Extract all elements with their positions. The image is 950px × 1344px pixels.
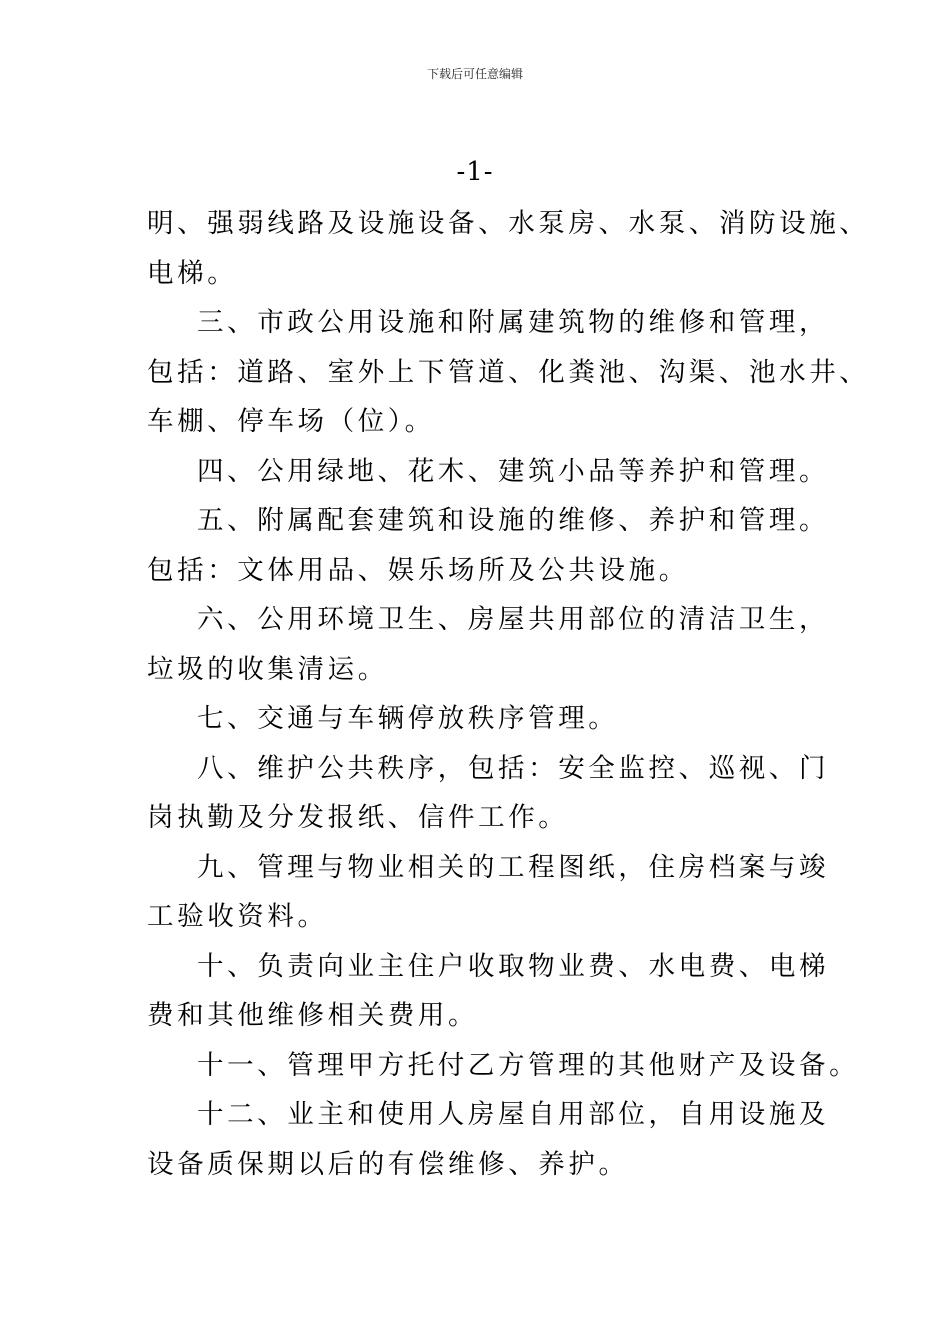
paragraph bbox=[147, 1090, 830, 1189]
paragraph bbox=[147, 694, 817, 744]
document-body bbox=[147, 199, 870, 1189]
text-line: 电梯。 bbox=[147, 257, 238, 289]
paragraph bbox=[147, 496, 830, 595]
text-line: 包括：文体用品、娱乐场所及公共设施。 bbox=[147, 554, 689, 586]
text-line: 明、强弱线路及设施设备、水泵房、水泵、消防设施、 bbox=[147, 208, 870, 239]
text-line: 九、管理与物业相关的工程图纸，住房档案与竣 bbox=[197, 851, 830, 883]
text-line: 岗执勤及分发报纸、信件工作。 bbox=[147, 802, 569, 833]
text-line: 三、市政公用设施和附属建筑物的维修和管理， bbox=[197, 307, 830, 338]
paragraph bbox=[147, 447, 830, 497]
text-line: 垃圾的收集清运。 bbox=[147, 653, 388, 685]
text-line: 包括：道路、室外上下管道、化粪池、沟渠、池水井、 bbox=[147, 356, 870, 388]
text-line: 十、负责向业主住户收取物业费、水电费、电梯 bbox=[197, 950, 830, 982]
paragraph bbox=[147, 1041, 860, 1091]
paragraph bbox=[147, 595, 830, 694]
text-line: 七、交通与车辆停放秩序管理。 bbox=[197, 703, 619, 734]
paragraph bbox=[147, 942, 830, 1041]
text-line: 十二、业主和使用人房屋自用部位，自用设施及 bbox=[197, 1099, 830, 1130]
text-line: 六、公用环境卫生、房屋共用部位的清洁卫生， bbox=[197, 604, 830, 635]
text-line: 五、附属配套建筑和设施的维修、养护和管理。 bbox=[197, 505, 830, 536]
text-line: 工验收资料。 bbox=[147, 901, 328, 932]
paragraph bbox=[147, 744, 830, 843]
paragraph bbox=[147, 298, 870, 447]
text-line: 四、公用绿地、花木、建筑小品等养护和管理。 bbox=[197, 455, 830, 487]
paragraph bbox=[147, 843, 830, 942]
paragraph bbox=[147, 199, 870, 298]
text-line: 设备质保期以后的有偿维修、养护。 bbox=[147, 1148, 629, 1180]
text-line: 十一、管理甲方托付乙方管理的其他财产及设备。 bbox=[197, 1049, 860, 1081]
header-note: 下载后可任意编辑 bbox=[426, 67, 523, 81]
text-line: 车棚、停车场（位）。 bbox=[147, 406, 435, 437]
text-line: 八、维护公共秩序，包括：安全监控、巡视、门 bbox=[197, 752, 830, 784]
page-number: -1- bbox=[456, 157, 494, 187]
text-line: 费和其他维修相关费用。 bbox=[147, 1000, 479, 1031]
